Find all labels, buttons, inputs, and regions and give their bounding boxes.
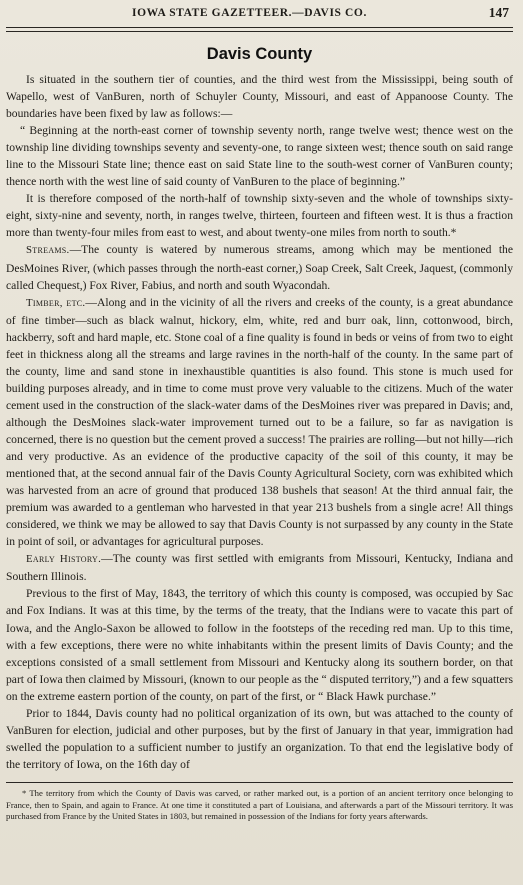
section-heading-timber: Timber, etc.: [26, 296, 86, 309]
paragraph-timber: [6, 294, 513, 551]
streams-text: —The county is watered by numerous streams, among which may be mentioned the DesMoines River, (which passes through the north-east corner,) Soap Creek, Salt Creek, Jaquest, (commonly called Chequest,) Fox River, Fabius, and north and south Wyacondah.: [6, 243, 513, 292]
paragraph-organization: Prior to 1844, Davis county had no political organization of its own, but was attached to the county of VanBuren for election, judicial and other purposes, but by the first of January in that year, immigration had swelled the population to a sufficient number to justify an organization. To that end the legislative body of the territory of Iowa, on the 16th day of: [6, 706, 513, 771]
running-header: [6, 0, 513, 26]
early-history-text: —The county was first settled with emigrants from Missouri, Kentucky, Indiana and Southern Illinois.: [6, 552, 513, 584]
body-text: [6, 71, 513, 773]
footnote: * The territory from which the County of Davis was carved, or rather marked out, is a portion of an ancient territory once belonging to France, then to Spain, and again to France. At one time it constituted a part of Louisiana, and afterwards a part of the Missouri territory. It was purchased from France by the United States in 1803, but remained in possession of the Indians for forty years afterwards.: [6, 787, 513, 822]
section-heading-early-history: Early History.: [26, 553, 102, 566]
timber-text: —Along and in the vicinity of all the rivers and creeks of the county, is a great abundance of fine timber—such as black walnut, hickory, elm, white, red and burr oak, linn, cottonwood, birch, hackberry, soft and hard maple, etc. Stone coal of a fine quality is found in beds or veins of from two to eight feet in thickness along all the streams and large ravines in the north-half of the county. In the same part of the county, lime and sand stone in inexhaustible quantities is also found. This stone is much used for building purposes already, and in time to come must prove very valuable to the citizens. Much of the water cement used in the construction of the slack-water dams of the DesMoines river was prepared in Davis; and, although the DesMoines slack-water improvement turned out to be a failure, so far as navigation is concerned, there is no question but the cement proved a success! The prairies are rolling—but not hilly—rich and very productive. As an evidence of the productive capacity of the soil of this county, it may be mentioned that, at the second annual fair of the Davis County Agricultural Society, corn was exhibited which was harvested from an acre of ground that produced 138 bushels that season! At the third annual fair, the premium was awarded to a gentleman who harvested in that year 213 bushels from a single acre! All things considered, we think we may be allowed to say that Davis County is not surpassed by any county in the State in point of soil, or advantages for agricultural purposes.: [6, 295, 513, 549]
section-heading-streams: Streams.: [26, 244, 70, 257]
running-title: IOWA STATE GAZETTEER.—DAVIS CO.: [132, 7, 367, 19]
header-rule: [6, 27, 513, 32]
paragraph-location: Is situated in the southern tier of counties, and the third west from the Mississippi, being south of Wapello, west of VanBuren, north of Schuyler County, Missouri, and east of Appanoose County. The boundaries have been fixed by law as follows:—: [6, 73, 513, 121]
page-number: 147: [488, 5, 509, 20]
paragraph-early-history: [6, 550, 513, 585]
paragraph-boundary-quote: “ Beginning at the north-east corner of township seventy north, range twelve west; thence west on the township line dividing townships seventy and seventy-one, to range sixteen west; thence south on said range line to the Missouri State line; thence east on said State line to the south-west corner of VanBuren county; thence north with the west line of said county of VanBuren to the place of beginning.”: [6, 124, 513, 189]
paragraph-streams: [6, 241, 513, 293]
footnote-rule: [6, 782, 513, 783]
paragraph-composition: It is therefore composed of the north-half of township sixty-seven and the whole of townships sixty-eight, sixty-nine and seventy, north, in ranges twelve, thirteen, fourteen and fifteen west. It is thus a fraction more than twenty-four miles from east to west, and about twenty-one miles from north to south.*: [6, 192, 513, 240]
chapter-title: Davis County: [206, 45, 313, 63]
paragraph-indians: Previous to the first of May, 1843, the territory of which this county is composed, was occupied by Sac and Fox Indians. It was at this time, by the terms of the treaty, that the Indians were to vacate this part of Iowa, and the Anglo-Saxon be allowed to follow in the footsteps of the receding red man. Up to this time, with a few exceptions, there were no white inhabitants within the present limits of Davis County; and the exceptions consisted of a small settlement from Missouri and Kentucky along its southern border, on that part of Iowa then claimed by Missouri, (known to our people as the “ disputed territory,”) and a few squatters on the extreme eastern portion of the county, on part of the first, or “ Black Hawk purchase.”: [6, 587, 513, 703]
